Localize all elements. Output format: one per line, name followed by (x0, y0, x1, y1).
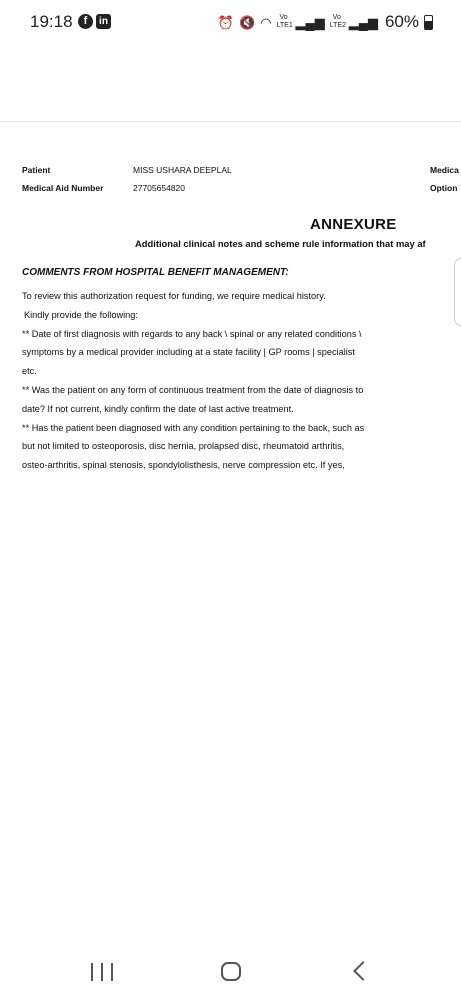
navigation-bar (0, 940, 461, 1000)
facebook-icon: f (78, 14, 93, 29)
body-line: osteo-arthritis, spinal stenosis, spondylolisthesis, nerve compression etc. If yes, (22, 460, 345, 471)
body-line: ** Date of first diagnosis with regards to any back \ spinal or any related conditions \ (22, 328, 362, 339)
page-subtitle: Additional clinical notes and scheme rule information that may af (135, 238, 426, 249)
battery-percent: 60% (384, 12, 419, 31)
medical-scheme-label: Medica (430, 165, 459, 175)
medical-aid-number-value: 27705654820 (133, 183, 186, 193)
body-line: Kindly provide the following: (24, 309, 138, 320)
home-icon[interactable] (221, 962, 241, 981)
page-top-edge (0, 121, 461, 122)
status-icons (218, 12, 433, 32)
body-line: ** Was the patient on any form of continuous treatment from the date of diagnosis to (22, 384, 364, 395)
patient-label: Patient (22, 165, 51, 175)
comments-body (22, 287, 461, 475)
signal-sim2-label: Vo LTE2 (329, 14, 346, 29)
body-line: To review this authorization request for funding, we require medical history. (22, 291, 326, 301)
clock: 19:18 (30, 12, 73, 31)
recent-apps-icon[interactable] (91, 963, 113, 981)
scroll-handle[interactable] (454, 258, 461, 326)
body-line: ** Has the patient been diagnosed with any condition pertaining to the back, such as (22, 422, 365, 433)
body-line: but not limited to osteoporosis, disc hernia, prolapsed disc, rheumatoid arthritis, (22, 441, 345, 452)
comments-heading: COMMENTS FROM HOSPITAL BENEFIT MANAGEMENT: (22, 267, 289, 278)
battery-icon (424, 15, 433, 30)
signal-sim1-icon: ▂▄▆ (295, 14, 325, 30)
mute-icon: 🔇 (239, 14, 256, 30)
signal-sim2-icon: ▂▄▆ (348, 14, 378, 30)
option-label: Option (430, 183, 458, 193)
linkedin-icon: in (96, 14, 111, 29)
body-line: date? If not current, kindly confirm the date of last active treatment. (22, 403, 294, 414)
medical-aid-number-label: Medical Aid Number (22, 183, 104, 193)
signal-sim1-label: Vo LTE1 (276, 14, 293, 29)
status-bar (0, 0, 461, 44)
body-line: etc. (22, 366, 37, 377)
wifi-icon: ◠ (260, 14, 272, 30)
alarm-icon: ⏰ (217, 14, 234, 30)
page-title: ANNEXURE (310, 216, 397, 233)
body-line: symptoms by a medical provider including at a state facility | GP rooms | specialist (22, 347, 355, 358)
back-icon[interactable] (353, 961, 373, 981)
patient-value: MISS USHARA DEEPLAL (133, 165, 232, 175)
